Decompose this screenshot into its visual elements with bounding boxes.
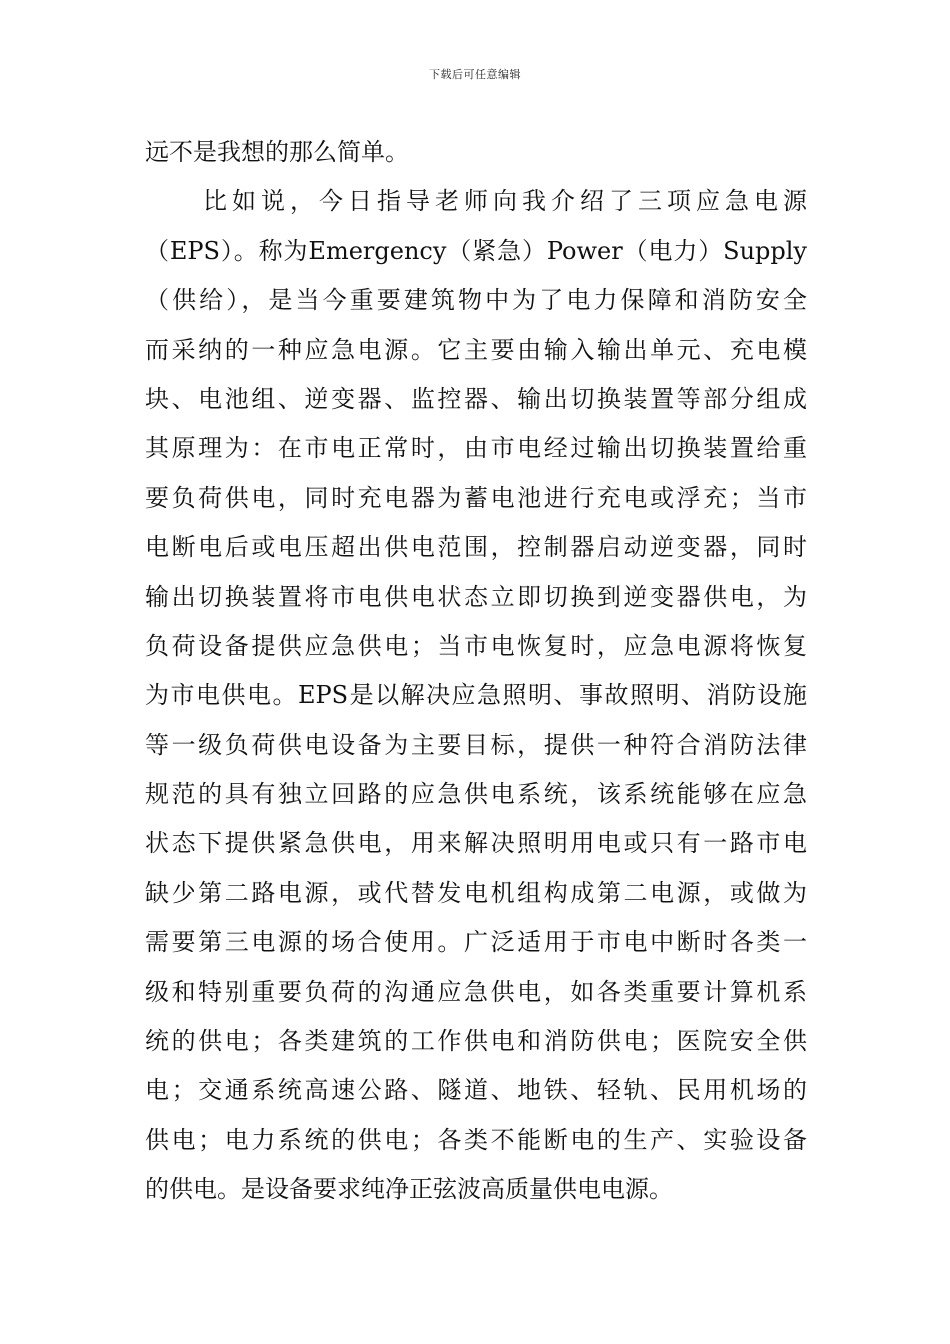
text-line: 其原理为：在市电正常时，由市电经过输出切换装置给重 <box>145 434 807 463</box>
text-line: 级和特别重要负荷的沟通应急供电，如各类重要计算机系 <box>145 977 807 1006</box>
text-line: 缺少第二路电源，或代替发电机组构成第二电源，或做为 <box>145 878 807 907</box>
text-line: 统的供电；各类建筑的工作供电和消防供电；医院安全供 <box>145 1027 807 1056</box>
paragraph-last-line: 的供电。是设备要求纯净正弦波高质量供电电源。 <box>145 1175 673 1204</box>
text-line: 电；交通系统高速公路、隧道、地铁、轻轨、民用机场的 <box>145 1076 807 1105</box>
paragraph-first-line: 比如说，今日指导老师向我介绍了三项应急电源 <box>203 187 807 216</box>
text-line: 等一级负荷供电设备为主要目标，提供一种符合消防法律 <box>145 730 807 759</box>
text-line: 而采纳的一种应急电源。它主要由输入输出单元、充电模 <box>145 335 807 364</box>
text-line: 规范的具有独立回路的应急供电系统，该系统能够在应急 <box>145 780 807 809</box>
text-line: 为市电供电。EPS是以解决应急照明、事故照明、消防设施 <box>145 681 807 710</box>
text-line: 需要第三电源的场合使用。广泛适用于市电中断时各类一 <box>145 928 807 957</box>
text-line: 要负荷供电，同时充电器为蓄电池进行充电或浮充；当市 <box>145 483 807 512</box>
text-line: （供给），是当今重要建筑物中为了电力保障和消防安全 <box>145 286 807 315</box>
text-line: （EPS）。称为Emergency（紧急）Power（电力）Supply <box>145 236 807 265</box>
text-line: 电断电后或电压超出供电范围，控制器启动逆变器，同时 <box>145 533 807 562</box>
text-line: 负荷设备提供应急供电；当市电恢复时，应急电源将恢复 <box>145 631 807 660</box>
page-header: 下载后可任意编辑 <box>429 68 521 81</box>
text-line: 供电；电力系统的供电；各类不能断电的生产、实验设备 <box>145 1125 807 1154</box>
text-line: 块、电池组、逆变器、监控器、输出切换装置等部分组成 <box>145 384 807 413</box>
document-body <box>145 128 807 1215</box>
text-line: 状态下提供紧急供电，用来解决照明用电或只有一路市电 <box>145 829 807 858</box>
text-line: 输出切换装置将市电供电状态立即切换到逆变器供电，为 <box>145 582 807 611</box>
text-line: 远不是我想的那么简单。 <box>145 138 409 166</box>
